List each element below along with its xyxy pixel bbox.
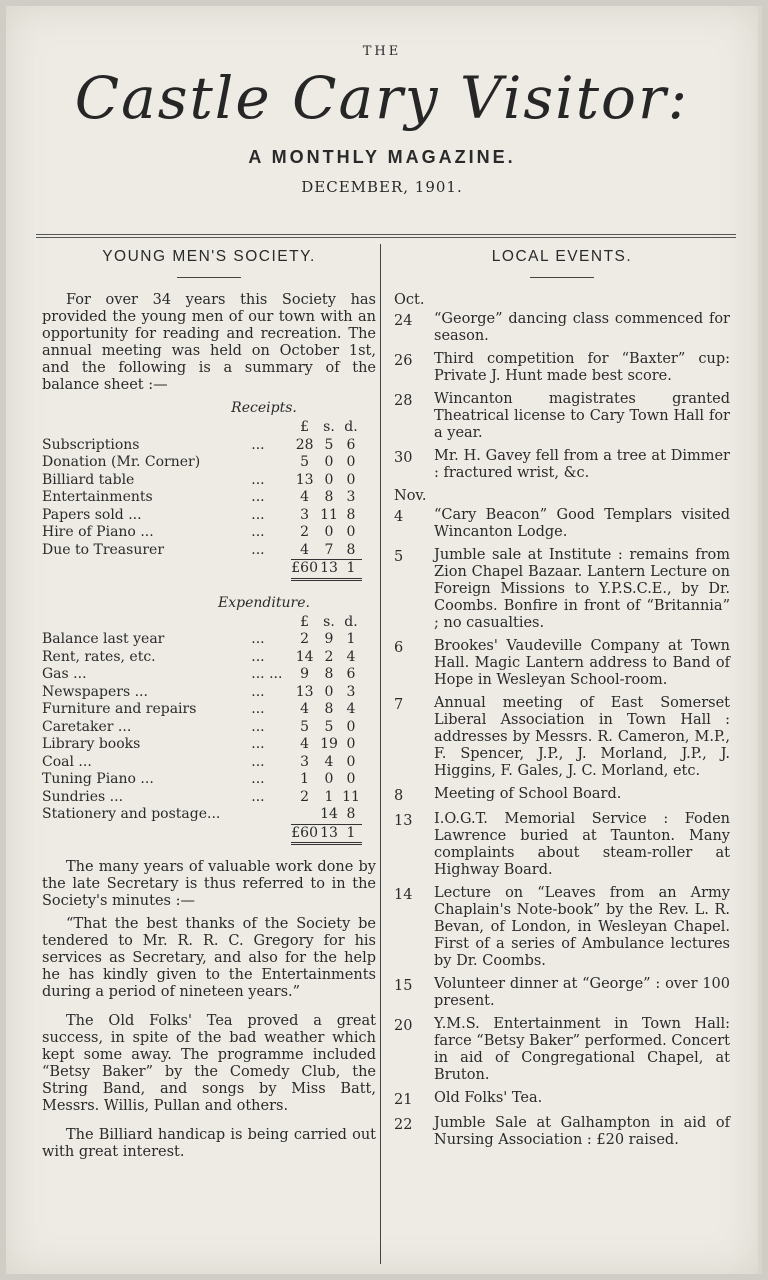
leader-dots: ... ...	[251, 666, 283, 682]
event-text: Jumble Sale at Galhampton in aid of Nursing Association : £20 raised.	[434, 1115, 730, 1148]
unit-shillings: s.	[323, 613, 335, 630]
amount-shillings: 0	[324, 683, 334, 700]
amount-pence: 11	[342, 788, 360, 805]
event-day: 24	[394, 313, 413, 329]
account-row	[42, 524, 362, 542]
event-day: 28	[394, 393, 413, 409]
event-item	[394, 811, 730, 879]
event-text: Y.M.S. Entertainment in Town Hall: farce “Betsy Baker” performed. Concert in aid of Congregational Chapel, at Bruton.	[434, 1016, 730, 1083]
account-row	[42, 437, 362, 455]
unit-pence: d.	[344, 613, 358, 630]
event-text: Brookes' Vaudeville Company at Town Hall. Magic Lantern address to Band of Hope in Wesleyan School-room.	[434, 638, 730, 688]
amount-shillings: 0	[324, 471, 334, 488]
account-row	[42, 719, 362, 737]
secretary-paragraph: The many years of valuable work done by the late Secretary is thus referred to in the Society's minutes :—	[42, 859, 376, 909]
expenditure-title: Expenditure.	[218, 594, 310, 611]
masthead-the: THE	[362, 44, 402, 59]
account-row	[42, 489, 362, 507]
amount-pence: 4	[346, 648, 356, 665]
amount-shillings: 8	[324, 701, 334, 717]
event-item	[394, 547, 730, 632]
event-text: Volunteer dinner at “George” : over 100 present.	[434, 976, 730, 1009]
top-rule-second	[36, 237, 736, 238]
amount-pounds: 28	[295, 436, 314, 453]
leader-dots: ...	[251, 489, 265, 505]
leader-dots: ...	[251, 506, 265, 523]
amount-pence: 0	[346, 524, 356, 540]
event-item	[394, 391, 730, 442]
amount-pounds: 2	[300, 788, 310, 805]
amount-pounds: 4	[300, 701, 310, 717]
leader-dots	[251, 806, 291, 824]
unit-pounds: £	[300, 613, 310, 630]
event-item	[394, 448, 730, 482]
amount-pence: 0	[346, 736, 356, 752]
event-text: “George” dancing class commenced for season.	[434, 311, 730, 344]
event-item	[394, 695, 730, 780]
amount-pence: 3	[346, 489, 356, 505]
amount-pence: 0	[346, 771, 356, 787]
amount-pence: 8	[346, 806, 356, 822]
event-day: 13	[394, 813, 413, 829]
leader-dots: ...	[251, 753, 265, 770]
account-row	[42, 684, 362, 702]
account-label: Entertainments	[42, 489, 153, 505]
billiard-paragraph: The Billiard handicap is being carried out with great interest.	[42, 1127, 376, 1160]
event-text: Third competition for “Baxter” cup: Private J. Hunt made best score.	[434, 351, 730, 384]
event-text: Lecture on “Leaves from an Army Chaplain's Note-book” by the Rev. L. R. Bevan, of London, in Wesleyan Chapel. First of a series of Ambulance lectures by Dr. Coombs.	[434, 885, 730, 969]
event-item	[394, 1115, 730, 1149]
account-row	[42, 649, 362, 667]
amount-shillings: 7	[324, 541, 334, 558]
account-row	[42, 701, 362, 719]
amount-pence: 1	[346, 631, 356, 647]
event-day: 30	[394, 450, 413, 466]
magazine-title: Castle Cary Visitor:	[74, 64, 690, 132]
section-heading-events: LOCAL EVENTS.	[491, 248, 633, 265]
month-oct: Oct.	[394, 292, 425, 308]
amount-pounds: 14	[295, 648, 314, 665]
amount-shillings: 19	[320, 736, 338, 752]
account-label: Gas ...	[42, 666, 87, 682]
amount-pounds: 3	[300, 753, 310, 770]
amount-pounds: 3	[300, 506, 310, 523]
account-label: Hire of Piano ...	[42, 524, 154, 540]
account-label: Subscriptions	[42, 436, 140, 453]
event-item	[394, 351, 730, 385]
event-day: 26	[394, 353, 413, 369]
event-item	[394, 976, 730, 1010]
event-day: 7	[394, 697, 404, 713]
amount-shillings: 1	[324, 788, 334, 805]
event-text: I.O.G.T. Memorial Service : Foden Lawrence buried at Taunton. Many complaints about steam-roller at Highway Board.	[434, 811, 730, 878]
leader-dots: ...	[251, 524, 265, 540]
receipts-table	[42, 419, 362, 581]
amount-pounds: 13	[295, 683, 314, 700]
expenditure-total-shillings: 13	[318, 824, 340, 844]
leader-dots: ...	[251, 471, 265, 488]
issue-date: DECEMBER, 1901.	[301, 178, 463, 196]
receipts-total-pence: 1	[340, 560, 362, 580]
event-text: Mr. H. Gavey fell from a tree at Dimmer : fractured wrist, &c.	[434, 448, 730, 481]
leader-dots: ...	[251, 631, 265, 647]
amount-pence: 8	[346, 541, 356, 558]
amount-pence: 0	[346, 753, 356, 770]
amount-pounds: 2	[300, 631, 310, 647]
amount-pence: 4	[346, 701, 356, 717]
event-text: “Cary Beacon” Good Templars visited Wincanton Lodge.	[434, 507, 730, 540]
account-row	[42, 736, 362, 754]
receipts-total-shillings: 13	[318, 560, 340, 580]
leader-dots: ...	[251, 436, 265, 453]
amount-pounds: 5	[300, 718, 310, 735]
old-folks-paragraph: The Old Folks' Tea proved a great success, in spite of the bad weather which kept some away. The programme included “Betsy Baker” by the Comedy Club, the String Band, and songs by Miss Batt, Messrs. Willis, Pullan and others.	[42, 1013, 376, 1114]
leader-dots: ...	[251, 736, 265, 752]
account-label: Furniture and repairs	[42, 701, 197, 717]
minutes-quote: “That the best thanks of the Society be tendered to Mr. R. R. C. Gregory for his services as Secretary, and also for the help he has kindly given to the Entertainments during a period of nineteen years.”	[42, 916, 376, 1000]
event-item	[394, 1090, 730, 1109]
heading-rule	[530, 277, 594, 278]
account-label: Tuning Piano ...	[42, 771, 154, 787]
unit-pounds: £	[300, 419, 310, 435]
event-text: Jumble sale at Institute : remains from Zion Chapel Bazaar. Lantern Lecture on Foreign Missions to Y.P.S.C.E., by Dr. Coombs. Bonfire in front of “Britannia” ; no casualties.	[434, 547, 730, 631]
event-item	[394, 638, 730, 689]
event-day: 21	[394, 1092, 413, 1108]
account-row	[42, 507, 362, 525]
receipts-title: Receipts.	[231, 400, 297, 416]
account-row	[42, 666, 362, 684]
event-text: Wincanton magistrates granted Theatrical license to Cary Town Hall for a year.	[434, 391, 730, 441]
account-row	[42, 454, 362, 472]
leader-dots: ...	[251, 541, 265, 558]
event-item	[394, 885, 730, 970]
account-row	[42, 789, 362, 807]
column-divider	[380, 244, 381, 1264]
event-item	[394, 507, 730, 541]
account-label: Sundries ...	[42, 788, 124, 805]
account-label: Balance last year	[42, 631, 165, 647]
event-item	[394, 311, 730, 345]
account-label: Due to Treasurer	[42, 541, 165, 558]
amount-shillings: 8	[324, 489, 334, 505]
amount-pence: 6	[346, 666, 356, 682]
expenditure-total-pounds: £60	[291, 824, 318, 844]
amount-pence: 6	[346, 436, 356, 453]
expenditure-total-row	[42, 824, 362, 844]
amount-pounds	[291, 806, 318, 824]
amount-pence: 0	[346, 718, 356, 735]
unit-pence: d.	[344, 419, 358, 435]
amount-shillings: 4	[324, 753, 334, 770]
event-text: Meeting of School Board.	[434, 786, 622, 802]
amount-shillings: 0	[324, 524, 334, 540]
account-row	[42, 472, 362, 490]
magazine-subtitle: A MONTHLY MAGAZINE.	[248, 147, 516, 167]
account-row	[42, 631, 362, 649]
account-label: Donation (Mr. Corner)	[42, 454, 201, 470]
leader-dots: ...	[251, 683, 265, 700]
event-day: 5	[394, 549, 404, 565]
amount-shillings: 2	[324, 648, 334, 665]
account-label: Papers sold ...	[42, 506, 142, 523]
amount-pounds: 5	[300, 454, 310, 470]
event-item	[394, 786, 730, 805]
young-mens-society-column	[42, 246, 376, 1161]
amount-shillings: 9	[324, 631, 334, 647]
masthead	[6, 44, 758, 196]
magazine-page	[6, 6, 762, 1274]
amount-pence: 3	[346, 683, 356, 700]
amount-pounds: 4	[300, 736, 310, 752]
event-day: 8	[394, 788, 404, 804]
amount-shillings: 5	[324, 436, 334, 453]
expenditure-table	[42, 614, 362, 846]
account-label: Stationery and postage...	[42, 806, 221, 823]
top-rule	[36, 234, 736, 235]
amount-shillings: 0	[324, 771, 334, 787]
amount-shillings: 11	[320, 506, 338, 523]
event-item	[394, 1016, 730, 1084]
amount-pence: 0	[346, 471, 356, 488]
leader-dots: ...	[251, 701, 265, 717]
amount-pounds: 1	[300, 771, 310, 787]
amount-pounds: 4	[300, 541, 310, 558]
account-label: Newspapers ...	[42, 683, 148, 700]
leader-dots: ...	[251, 718, 265, 735]
account-label: Caretaker ...	[42, 718, 132, 735]
amount-pounds: 13	[295, 471, 314, 488]
leader-dots: ...	[251, 771, 265, 787]
intro-paragraph: For over 34 years this Society has provided the young men of our town with an opportunity for reading and recreation. The annual meeting was held on October 1st, and the following is a summary of the balance sheet :—	[42, 292, 376, 393]
event-day: 22	[394, 1117, 413, 1133]
units-row	[42, 614, 362, 632]
account-label: Coal ...	[42, 753, 92, 770]
event-day: 15	[394, 978, 413, 994]
amount-pence: 0	[346, 454, 356, 470]
account-label: Billiard table	[42, 471, 135, 488]
event-text: Old Folks' Tea.	[434, 1090, 543, 1106]
account-label: Library books	[42, 736, 141, 752]
month-nov: Nov.	[394, 488, 427, 504]
leader-dots: ...	[251, 648, 265, 665]
event-text: Annual meeting of East Somerset Liberal Association in Town Hall : addresses by Messrs. R. Cameron, M.P., F. Spencer, J.P., J. Morland, J.P., J. Higgins, F. Gales, J. C. Morland, etc.	[434, 695, 730, 779]
section-heading-yms: YOUNG MEN'S SOCIETY.	[102, 248, 316, 265]
amount-pence: 8	[346, 506, 356, 523]
units-row	[42, 419, 362, 437]
event-day: 20	[394, 1018, 413, 1034]
amount-pounds: 4	[300, 489, 310, 505]
amount-shillings: 5	[324, 718, 334, 735]
local-events-column	[394, 246, 730, 1155]
expenditure-total-pence: 1	[340, 824, 362, 844]
receipts-total-row	[42, 560, 362, 580]
amount-shillings: 0	[324, 454, 334, 470]
event-day: 14	[394, 887, 413, 903]
unit-shillings: s.	[323, 419, 335, 435]
heading-rule	[177, 277, 241, 278]
amount-shillings: 8	[324, 666, 334, 682]
account-row	[42, 542, 362, 560]
amount-pounds: 9	[300, 666, 310, 682]
leader-dots	[251, 454, 291, 472]
amount-shillings: 14	[320, 806, 338, 822]
account-row	[42, 754, 362, 772]
receipts-total-pounds: £60	[291, 560, 318, 580]
account-label: Rent, rates, etc.	[42, 648, 156, 665]
event-day: 4	[394, 509, 404, 525]
account-row	[42, 806, 362, 824]
event-day: 6	[394, 640, 404, 656]
amount-pounds: 2	[300, 524, 310, 540]
account-row	[42, 771, 362, 789]
leader-dots: ...	[251, 788, 265, 805]
